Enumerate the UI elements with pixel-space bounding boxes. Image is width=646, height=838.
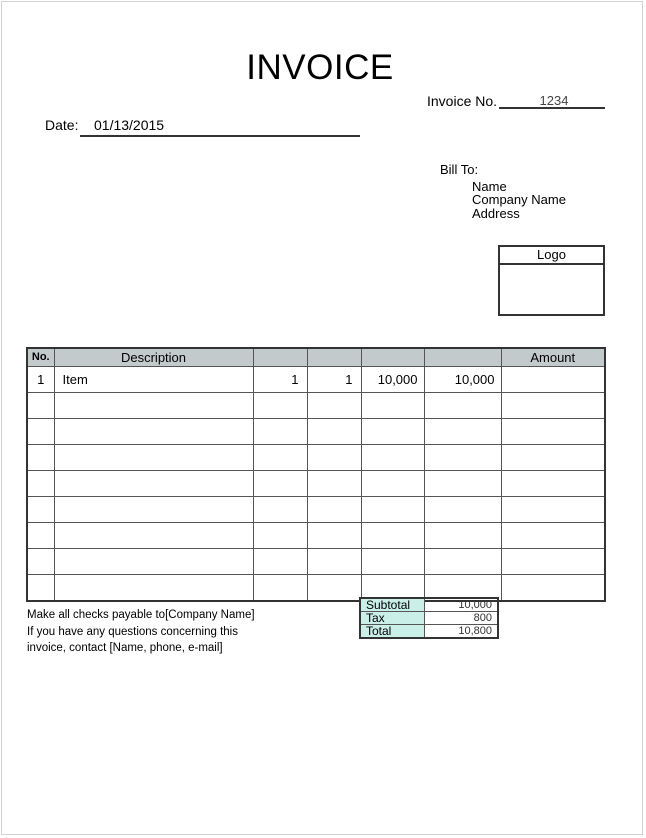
total-value: 10,800 xyxy=(424,625,498,639)
date-value[interactable]: 01/13/2015 xyxy=(94,117,165,133)
note-line: invoice, contact [Name, phone, e-mail] xyxy=(27,642,223,654)
cell-amount[interactable] xyxy=(501,445,605,471)
cell-qty[interactable]: 1 xyxy=(253,367,307,393)
cell-amount[interactable] xyxy=(501,497,605,523)
cell-unit[interactable]: 1 xyxy=(307,367,361,393)
invoice-title: INVOICE xyxy=(246,48,394,87)
table-row xyxy=(27,523,605,549)
bill-to-company: Company Name xyxy=(472,192,566,207)
cell-description[interactable]: Item xyxy=(54,367,253,393)
logo-label: Logo xyxy=(500,247,603,265)
cell-no[interactable] xyxy=(27,471,54,497)
table-row xyxy=(27,419,605,445)
cell-price[interactable] xyxy=(361,419,424,445)
cell-price[interactable] xyxy=(361,523,424,549)
cell-description[interactable] xyxy=(54,549,253,575)
subtotal-label: Subtotal xyxy=(360,598,424,612)
cell-no[interactable] xyxy=(27,549,54,575)
cell-amount[interactable] xyxy=(501,419,605,445)
total-row xyxy=(360,625,498,639)
tax-value: 800 xyxy=(424,612,498,625)
cell-qty[interactable] xyxy=(253,419,307,445)
table-row xyxy=(27,497,605,523)
cell-total[interactable] xyxy=(424,549,501,575)
cell-no[interactable]: 1 xyxy=(27,367,54,393)
cell-description[interactable] xyxy=(54,445,253,471)
header-col-6 xyxy=(424,348,501,367)
cell-unit[interactable] xyxy=(307,471,361,497)
cell-price[interactable]: 10,000 xyxy=(361,367,424,393)
logo-box xyxy=(498,245,605,316)
header-col-5 xyxy=(361,348,424,367)
total-label: Total xyxy=(360,625,424,639)
cell-description[interactable] xyxy=(54,471,253,497)
cell-description[interactable] xyxy=(54,575,253,602)
cell-no[interactable] xyxy=(27,523,54,549)
cell-unit[interactable] xyxy=(307,523,361,549)
table-row xyxy=(27,445,605,471)
cell-qty[interactable] xyxy=(253,445,307,471)
subtotal-value: 10,000 xyxy=(424,598,498,612)
date-label: Date: xyxy=(45,117,79,133)
cell-unit[interactable] xyxy=(307,549,361,575)
cell-description[interactable] xyxy=(54,393,253,419)
cell-total[interactable] xyxy=(424,445,501,471)
cell-amount[interactable] xyxy=(501,393,605,419)
cell-amount[interactable] xyxy=(501,549,605,575)
header-description: Description xyxy=(54,348,253,367)
cell-description[interactable] xyxy=(54,419,253,445)
cell-amount[interactable] xyxy=(501,471,605,497)
header-amount: Amount xyxy=(501,348,605,367)
header-col-3 xyxy=(253,348,307,367)
invoice-number-label: Invoice No. xyxy=(427,93,498,109)
cell-no[interactable] xyxy=(27,497,54,523)
cell-description[interactable] xyxy=(54,523,253,549)
cell-qty[interactable] xyxy=(253,549,307,575)
table-row xyxy=(27,393,605,419)
payment-notes xyxy=(27,607,255,657)
subtotal-row xyxy=(360,598,498,612)
tax-label: Tax xyxy=(360,612,424,625)
cell-amount[interactable] xyxy=(501,367,605,393)
cell-price[interactable] xyxy=(361,393,424,419)
cell-amount[interactable] xyxy=(501,575,605,602)
header-no: No. xyxy=(27,348,54,367)
cell-amount[interactable] xyxy=(501,523,605,549)
cell-description[interactable] xyxy=(54,497,253,523)
cell-no[interactable] xyxy=(27,393,54,419)
cell-price[interactable] xyxy=(361,549,424,575)
cell-qty[interactable] xyxy=(253,471,307,497)
cell-no[interactable] xyxy=(27,445,54,471)
bill-to-address: Address xyxy=(472,206,520,221)
cell-price[interactable] xyxy=(361,497,424,523)
cell-total[interactable] xyxy=(424,523,501,549)
cell-qty[interactable] xyxy=(253,523,307,549)
cell-unit[interactable] xyxy=(307,497,361,523)
header-col-4 xyxy=(307,348,361,367)
table-row xyxy=(27,549,605,575)
cell-no[interactable] xyxy=(27,419,54,445)
note-line: Make all checks payable to[Company Name] xyxy=(27,609,255,621)
cell-unit[interactable] xyxy=(307,419,361,445)
invoice-number-field[interactable]: 1234 xyxy=(499,92,605,109)
cell-qty[interactable] xyxy=(253,497,307,523)
totals-table xyxy=(359,597,499,639)
bill-to-label: Bill To: xyxy=(440,162,479,177)
items-table xyxy=(26,347,606,602)
cell-unit[interactable] xyxy=(307,575,361,602)
table-row xyxy=(27,471,605,497)
cell-total[interactable] xyxy=(424,393,501,419)
tax-row xyxy=(360,612,498,625)
cell-price[interactable] xyxy=(361,471,424,497)
cell-qty[interactable] xyxy=(253,575,307,602)
table-row xyxy=(27,575,605,602)
cell-unit[interactable] xyxy=(307,393,361,419)
cell-total[interactable]: 10,000 xyxy=(424,367,501,393)
cell-price[interactable] xyxy=(361,445,424,471)
cell-qty[interactable] xyxy=(253,393,307,419)
table-row xyxy=(27,367,605,393)
bill-to-name: Name xyxy=(472,179,507,194)
cell-unit[interactable] xyxy=(307,445,361,471)
cell-total[interactable] xyxy=(424,471,501,497)
table-header-row xyxy=(27,348,605,367)
note-line: If you have any questions concerning this xyxy=(27,625,238,638)
cell-total[interactable] xyxy=(424,497,501,523)
cell-total[interactable] xyxy=(424,419,501,445)
cell-no[interactable] xyxy=(27,575,54,602)
